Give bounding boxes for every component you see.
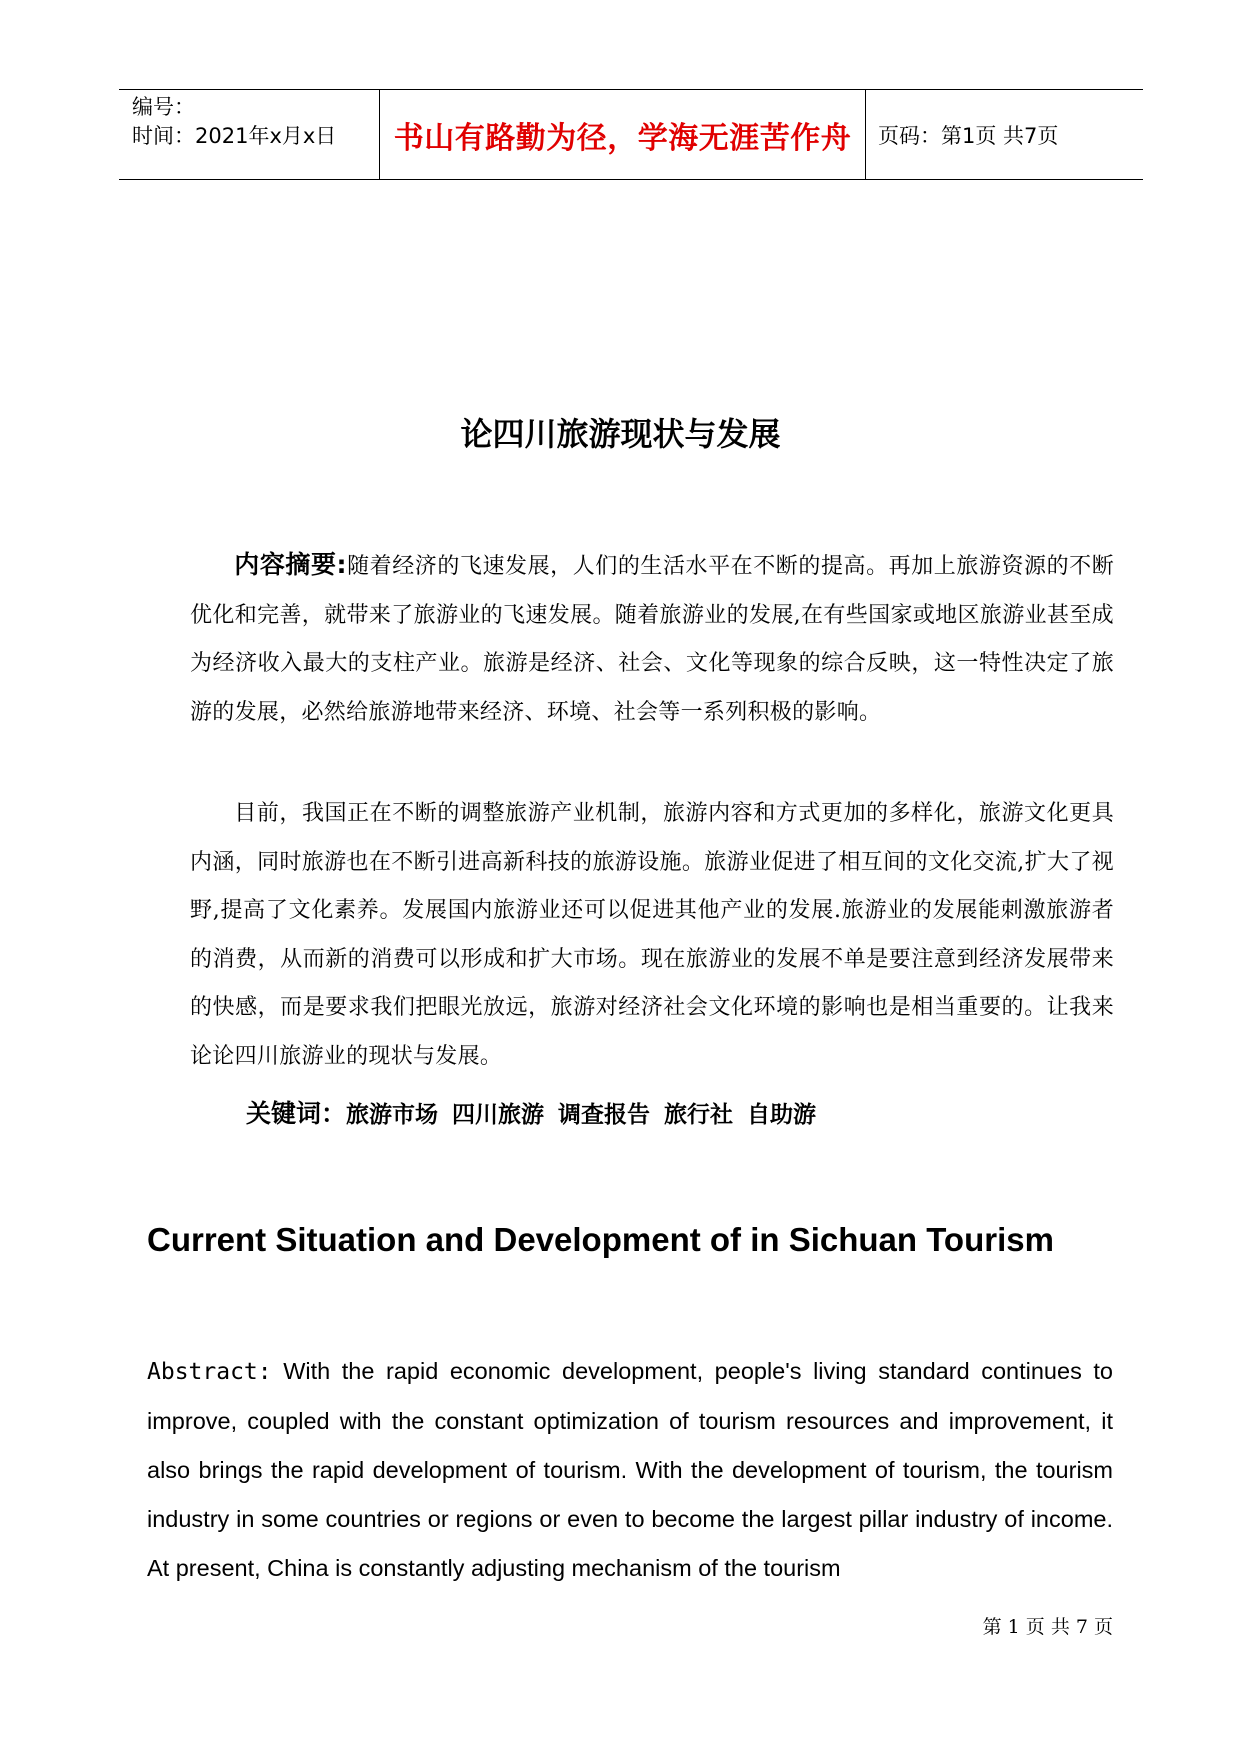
page-footer: 第 1 页 共 7 页	[982, 1616, 1113, 1638]
keyword: 旅游市场	[346, 1102, 439, 1128]
abstract-en-label: Abstract:	[147, 1359, 272, 1385]
abstract-cn-paragraph-1	[190, 541, 1114, 737]
header-page-info: 页码：第1页 共7页	[878, 123, 1059, 148]
abstract-cn-text-2: 目前，我国正在不断的调整旅游产业机制，旅游内容和方式更加的多样化，旅游文化更具内涵，同时旅游也在不断引进高新科技的旅游设施。旅游业促进了相互间的文化交流,扩大了视野,提高了文化素养。发展国内旅游业还可以促进其他产业的发展.旅游业的发展能刺激旅游者的消费，从而新的消费可以形成和扩大市场。现在旅游业的发展不单是要注意到经济发展带来的快感，而是要求我们把眼光放远，旅游对经济社会文化环境的影响也是相当重要的。让我来论论四川旅游业的现状与发展。	[190, 801, 1114, 1069]
header-table	[119, 89, 1143, 180]
header-motto: 书山有路勤为径，学海无涯苦作舟	[393, 120, 852, 156]
keyword: 调查报告	[558, 1102, 651, 1128]
keyword: 旅行社	[664, 1102, 734, 1128]
abstract-cn-text-1: 随着经济的飞速发展，人们的生活水平在不断的提高。再加上旅游资源的不断优化和完善，就带来了旅游业的飞速发展。随着旅游业的发展,在有些国家或地区旅游业甚至成为经济收入最大的支柱产业。旅游是经济、社会、文化等现象的综合反映，这一特性决定了旅游的发展，必然给旅游地带来经济、环境、社会等一系列积极的影响。	[190, 554, 1115, 725]
document-number-label: 编号：	[132, 95, 195, 119]
abstract-cn-paragraph-2	[190, 790, 1114, 1081]
keywords-line	[246, 1094, 830, 1130]
header-motto-cell	[379, 90, 866, 179]
abstract-en-paragraph	[147, 1347, 1113, 1593]
document-title-cn: 论四川旅游现状与发展	[460, 415, 781, 453]
abstract-en-text: With the rapid economic development, people's living standard continues to improve, coupled with the constant optimization of tourism resources and improvement, it also brings the rapid development of tourism. With the development of tourism, the tourism industry in some countries or regions or even to become the largest pillar industry of income. At present, China is constantly adjusting mechanism of the tourism	[147, 1358, 1113, 1581]
document-title-en: Current Situation and Development of in Sichuan Tourism	[147, 1221, 1054, 1258]
keyword: 自助游	[747, 1102, 817, 1128]
document-time: 时间：2021年x月x日	[132, 124, 337, 148]
abstract-cn-label: 内容摘要:	[234, 550, 347, 579]
keyword: 四川旅游	[452, 1102, 545, 1128]
keywords-label: 关键词：	[246, 1099, 347, 1128]
header-meta-cell	[119, 90, 379, 179]
header-page-cell	[866, 90, 1143, 179]
